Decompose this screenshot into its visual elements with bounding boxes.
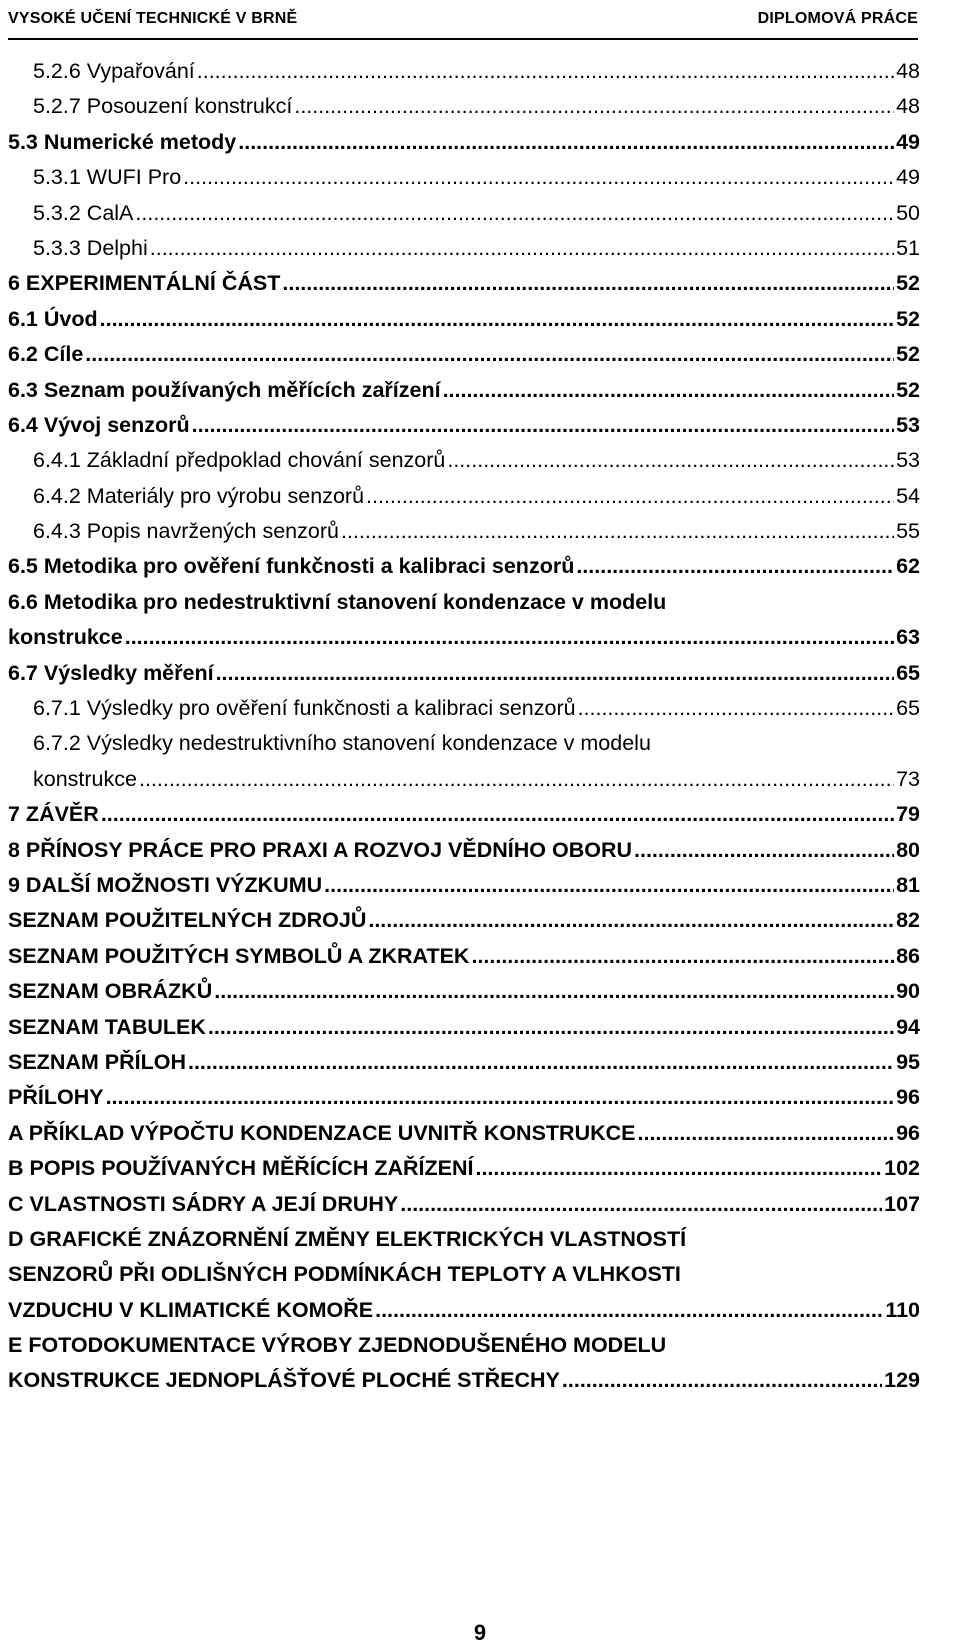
toc-entry-symbols[interactable]: SEZNAM POUŽITÝCH SYMBOLŮ A ZKRATEK ..... 86	[8, 939, 920, 974]
toc-entry-6-7[interactable]: 6.7 Výsledky měření ..... 65	[8, 656, 920, 691]
toc-entry-appendix-a[interactable]: A PŘÍKLAD VÝPOČTU KONDENZACE UVNITŘ KONSTRUKCE ..... 96	[8, 1116, 920, 1151]
toc-entry-6-4[interactable]: 6.4 Vývoj senzorů ..... 53	[8, 408, 920, 443]
toc-entry-6-7-2[interactable]: konstrukce ..... 73	[8, 762, 920, 797]
toc-entry-5-3[interactable]: 5.3 Numerické metody ..... 49	[8, 125, 920, 160]
toc-entry-6-3[interactable]: 6.3 Seznam používaných měřících zařízení ..... 52	[8, 373, 920, 408]
toc-entry-appendix-b[interactable]: B POPIS POUŽÍVANÝCH MĚŘÍCÍCH ZAŘÍZENÍ ..... 102	[8, 1151, 920, 1186]
toc-entry-6[interactable]: 6 EXPERIMENTÁLNÍ ČÁST ..... 52	[8, 266, 920, 301]
toc-entry-appendices[interactable]: PŘÍLOHY ..... 96	[8, 1080, 920, 1115]
toc-entry-appendix-d-line2[interactable]: SENZORŮ PŘI ODLIŠNÝCH PODMÍNKÁCH TEPLOTY A VLHKOSTI	[8, 1262, 681, 1287]
toc-entry-6-4-2[interactable]: 6.4.2 Materiály pro výrobu senzorů ..... 54	[8, 479, 920, 514]
toc-entry-6-7-1[interactable]: 6.7.1 Výsledky pro ověření funkčnosti a kalibraci senzorů ..... 65	[8, 691, 920, 726]
toc-entry-appendix-d-line1[interactable]: D GRAFICKÉ ZNÁZORNĚNÍ ZMĚNY ELEKTRICKÝCH VLASTNOSTÍ	[8, 1226, 687, 1251]
table-of-contents	[8, 54, 920, 1399]
toc-entry-5-3-1[interactable]: 5.3.1 WUFI Pro ..... 49	[8, 160, 920, 195]
toc-entry-5-3-3[interactable]: 5.3.3 Delphi ..... 51	[8, 231, 920, 266]
toc-entry-5-2-6[interactable]: 5.2.6 Vypařování ..... 48	[8, 54, 920, 89]
toc-entry-6-7-2-line1[interactable]: 6.7.2 Výsledky nedestruktivního stanovení kondenzace v modelu	[33, 731, 651, 756]
toc-entry-6-2[interactable]: 6.2 Cíle ..... 52	[8, 337, 920, 372]
toc-entry-appendix-e-line1[interactable]: E FOTODOKUMENTACE VÝROBY ZJEDNODUŠENÉHO MODELU	[8, 1333, 667, 1358]
running-header	[8, 4, 918, 40]
toc-entry-appendix-d[interactable]: VZDUCHU V KLIMATICKÉ KOMOŘE ..... 110	[8, 1293, 920, 1328]
toc-entry-appendix-list[interactable]: SEZNAM PŘÍLOH ..... 95	[8, 1045, 920, 1080]
toc-entry-figures[interactable]: SEZNAM OBRÁZKŮ ..... 90	[8, 974, 920, 1009]
header-university: VYSOKÉ UČENÍ TECHNICKÉ V BRNĚ	[8, 10, 298, 27]
toc-entry-5-3-2[interactable]: 5.3.2 CalA ..... 50	[8, 196, 920, 231]
toc-entry-6-4-1[interactable]: 6.4.1 Základní předpoklad chování senzorů ..... 53	[8, 443, 920, 478]
toc-entry-8[interactable]: 8 PŘÍNOSY PRÁCE PRO PRAXI A ROZVOJ VĚDNÍHO OBORU ..... 80	[8, 833, 920, 868]
toc-entry-9[interactable]: 9 DALŠÍ MOŽNOSTI VÝZKUMU ..... 81	[8, 868, 920, 903]
toc-entry-6-6-line1[interactable]: 6.6 Metodika pro nedestruktivní stanovení kondenzace v modelu	[8, 589, 667, 614]
header-document-type: DIPLOMOVÁ PRÁCE	[757, 10, 918, 27]
toc-entry-sources[interactable]: SEZNAM POUŽITELNÝCH ZDROJŮ ..... 82	[8, 903, 920, 938]
toc-entry-7[interactable]: 7 ZÁVĚR ..... 79	[8, 797, 920, 832]
toc-entry-6-1[interactable]: 6.1 Úvod ..... 52	[8, 302, 920, 337]
page-number: 9	[473, 1620, 487, 1645]
toc-entry-6-4-3[interactable]: 6.4.3 Popis navržených senzorů ..... 55	[8, 514, 920, 549]
toc-entry-5-2-7[interactable]: 5.2.7 Posouzení konstrukcí ..... 48	[8, 89, 920, 124]
toc-entry-6-5[interactable]: 6.5 Metodika pro ověření funkčnosti a kalibraci senzorů ..... 62	[8, 549, 920, 584]
toc-entry-appendix-e[interactable]: KONSTRUKCE JEDNOPLÁŠŤOVÉ PLOCHÉ STŘECHY ..... 129	[8, 1363, 920, 1398]
toc-entry-appendix-c[interactable]: C VLASTNOSTI SÁDRY A JEJÍ DRUHY ..... 107	[8, 1187, 920, 1222]
toc-entry-6-6[interactable]: konstrukce ..... 63	[8, 620, 920, 655]
toc-entry-tables[interactable]: SEZNAM TABULEK ..... 94	[8, 1010, 920, 1045]
